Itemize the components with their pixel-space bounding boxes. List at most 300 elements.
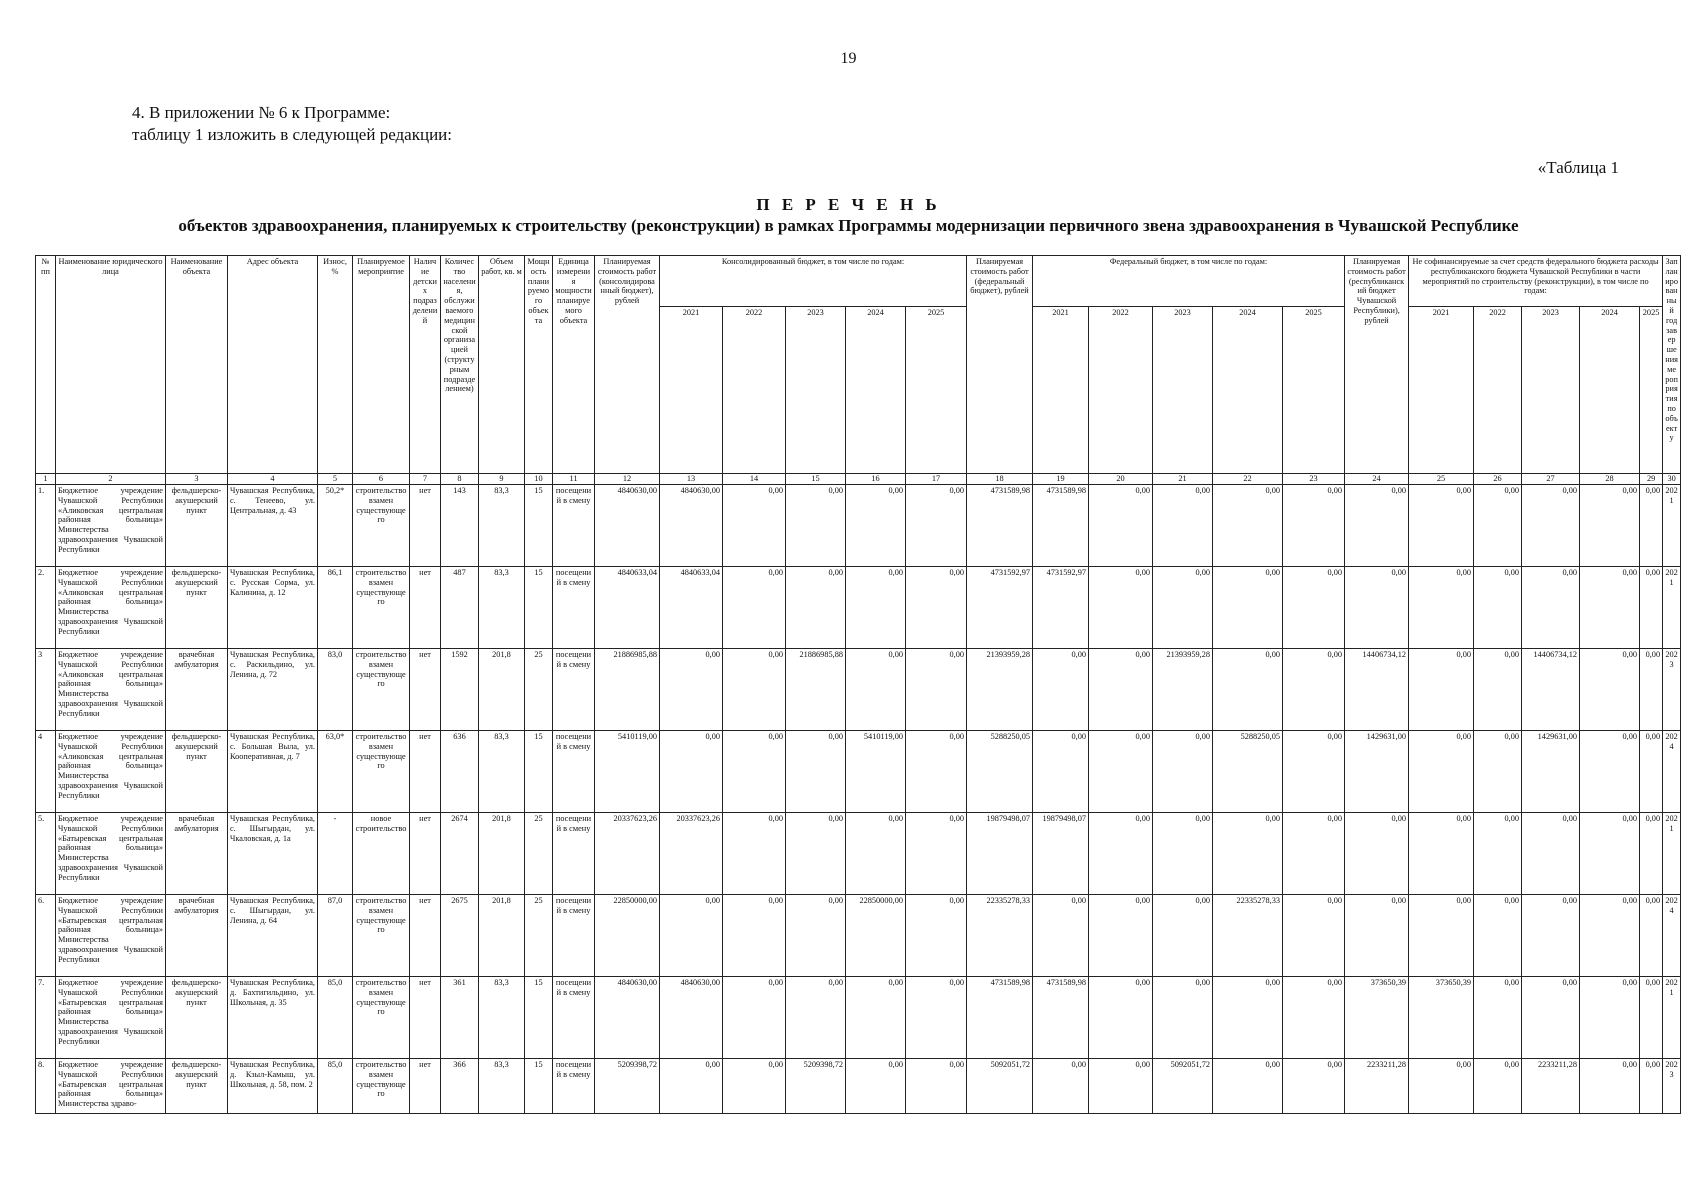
year-header: 2022 [1474, 307, 1522, 474]
cell-c19: 0,00 [1033, 1059, 1089, 1114]
cell-vol: 201,8 [479, 895, 525, 977]
cell-vol: 83,3 [479, 485, 525, 567]
cell-obj: фельдшерско-акушерский пункт [166, 977, 228, 1059]
cell-measure: строительство взамен существующего [353, 485, 410, 567]
cell-kids: нет [410, 649, 441, 731]
cell-org: Бюджетное учреждение Чувашской Республики «Аликовская центральная районная больница» Министерства здравоохранения Чувашской Республики [56, 731, 166, 813]
cell-c17: 0,00 [906, 567, 967, 649]
cell-org: Бюджетное учреждение Чувашской Республики «Аликовская центральная районная больница» Министерства здравоохранения Чувашской Республики [56, 485, 166, 567]
cell-c13: 0,00 [660, 731, 723, 813]
cell-c16: 22850000,00 [846, 895, 906, 977]
cell-n: 3 [36, 649, 56, 731]
cell-obj: врачебная амбулатория [166, 649, 228, 731]
cell-wear: 86,1 [318, 567, 353, 649]
cell-measure: строительство взамен существующего [353, 977, 410, 1059]
table-label: «Таблица 1 [1537, 158, 1619, 177]
cell-n: 2. [36, 567, 56, 649]
cell-unit: посещений в смену [553, 813, 595, 895]
cell-c27: 0,00 [1522, 813, 1580, 895]
cell-c28: 0,00 [1580, 485, 1640, 567]
cell-cap: 15 [525, 567, 553, 649]
column-number: 16 [846, 474, 906, 485]
cell-unit: посещений в смену [553, 567, 595, 649]
cell-c17: 0,00 [906, 485, 967, 567]
column-number: 30 [1663, 474, 1681, 485]
cell-n: 5. [36, 813, 56, 895]
cell-c19: 4731592,97 [1033, 567, 1089, 649]
column-number: 5 [318, 474, 353, 485]
cell-c27: 1429631,00 [1522, 731, 1580, 813]
cell-kids: нет [410, 731, 441, 813]
column-number: 18 [967, 474, 1033, 485]
cell-c20: 0,00 [1089, 813, 1153, 895]
column-number: 8 [441, 474, 479, 485]
header-col-5: Износ, % [318, 256, 353, 474]
cell-c16: 0,00 [846, 813, 906, 895]
cell-c17: 0,00 [906, 731, 967, 813]
column-number: 9 [479, 474, 525, 485]
cell-c15: 0,00 [786, 485, 846, 567]
cell-c28: 0,00 [1580, 567, 1640, 649]
cell-c26: 0,00 [1474, 649, 1522, 731]
cell-c16: 0,00 [846, 649, 906, 731]
cell-c12: 21886985,88 [595, 649, 660, 731]
year-header: 2023 [1522, 307, 1580, 474]
intro-line-2: таблицу 1 изложить в следующей редакции: [132, 125, 452, 144]
cell-c18: 19879498,07 [967, 813, 1033, 895]
cell-addr: Чувашская Республика, с. Шыгырдан, ул. Ленина, д. 64 [228, 895, 318, 977]
column-number: 29 [1640, 474, 1663, 485]
cell-c23: 0,00 [1283, 649, 1345, 731]
cell-pop: 487 [441, 567, 479, 649]
cell-c18: 21393959,28 [967, 649, 1033, 731]
year-header: 2024 [1213, 307, 1283, 474]
header-consolidated-budget: Консолидированный бюджет, в том числе по годам: [660, 256, 967, 307]
cell-addr: Чувашская Республика, с. Раскильдино, ул. Ленина, д. 72 [228, 649, 318, 731]
year-header: 2022 [723, 307, 786, 474]
cell-wear: 87,0 [318, 895, 353, 977]
cell-c19: 4731589,98 [1033, 485, 1089, 567]
cell-measure: строительство взамен существующего [353, 567, 410, 649]
column-number: 12 [595, 474, 660, 485]
objects-table [35, 255, 1697, 1114]
cell-vol: 83,3 [479, 567, 525, 649]
header-col-10: Мощность планируемого объекта [525, 256, 553, 474]
year-header: 2025 [906, 307, 967, 474]
cell-c21: 0,00 [1153, 485, 1213, 567]
cell-c21: 21393959,28 [1153, 649, 1213, 731]
year-header: 2023 [1153, 307, 1213, 474]
cell-kids: нет [410, 1059, 441, 1114]
cell-c25: 0,00 [1409, 567, 1474, 649]
cell-c26: 0,00 [1474, 485, 1522, 567]
table-row [36, 649, 1697, 731]
column-number: 1 [36, 474, 56, 485]
cell-c20: 0,00 [1089, 1059, 1153, 1114]
column-number: 11 [553, 474, 595, 485]
cell-c29: 0,00 [1640, 649, 1663, 731]
year-header: 2024 [1580, 307, 1640, 474]
cell-c29: 0,00 [1640, 813, 1663, 895]
intro-line-1: 4. В приложении № 6 к Программе: [132, 103, 391, 122]
cell-n: 4 [36, 731, 56, 813]
cell-c24: 14406734,12 [1345, 649, 1409, 731]
cell-c30: 2021 [1663, 485, 1681, 567]
table-row [36, 977, 1697, 1059]
cell-c12: 5209398,72 [595, 1059, 660, 1114]
cell-c13: 4840630,00 [660, 485, 723, 567]
cell-c28: 0,00 [1580, 1059, 1640, 1114]
cell-c20: 0,00 [1089, 485, 1153, 567]
cell-c14: 0,00 [723, 485, 786, 567]
table-row [36, 813, 1697, 895]
cell-pop: 636 [441, 731, 479, 813]
cell-c22: 0,00 [1213, 567, 1283, 649]
page-number: 19 [840, 50, 857, 67]
cell-c15: 0,00 [786, 731, 846, 813]
cell-cap: 25 [525, 813, 553, 895]
cell-c12: 22850000,00 [595, 895, 660, 977]
cell-c20: 0,00 [1089, 649, 1153, 731]
cell-kids: нет [410, 485, 441, 567]
column-number: 6 [353, 474, 410, 485]
cell-c24: 0,00 [1345, 813, 1409, 895]
table-row [36, 567, 1697, 649]
cell-kids: нет [410, 977, 441, 1059]
cell-c19: 0,00 [1033, 731, 1089, 813]
cell-n: 7. [36, 977, 56, 1059]
cell-c15: 0,00 [786, 895, 846, 977]
cell-pop: 2674 [441, 813, 479, 895]
cell-c17: 0,00 [906, 977, 967, 1059]
cell-c23: 0,00 [1283, 813, 1345, 895]
cell-cap: 15 [525, 977, 553, 1059]
cell-c29: 0,00 [1640, 485, 1663, 567]
column-number: 4 [228, 474, 318, 485]
cell-c25: 373650,39 [1409, 977, 1474, 1059]
column-number: 19 [1033, 474, 1089, 485]
cell-c29: 0,00 [1640, 731, 1663, 813]
cell-c23: 0,00 [1283, 731, 1345, 813]
column-number: 26 [1474, 474, 1522, 485]
cell-c12: 5410119,00 [595, 731, 660, 813]
cell-c18: 5288250,05 [967, 731, 1033, 813]
cell-org: Бюджетное учреждение Чувашской Республики «Батыревская центральная районная больница» Министерства здравоохранения Чувашской Республики [56, 977, 166, 1059]
cell-c19: 19879498,07 [1033, 813, 1089, 895]
cell-c24: 2233211,28 [1345, 1059, 1409, 1114]
cell-c27: 0,00 [1522, 895, 1580, 977]
cell-c17: 0,00 [906, 813, 967, 895]
cell-cap: 15 [525, 731, 553, 813]
cell-c24: 373650,39 [1345, 977, 1409, 1059]
cell-c30: 2021 [1663, 567, 1681, 649]
column-number: 2 [56, 474, 166, 485]
cell-c18: 4731592,97 [967, 567, 1033, 649]
cell-c26: 0,00 [1474, 731, 1522, 813]
cell-cap: 25 [525, 649, 553, 731]
cell-pop: 2675 [441, 895, 479, 977]
cell-c26: 0,00 [1474, 1059, 1522, 1114]
cell-c16: 0,00 [846, 567, 906, 649]
cell-measure: новое строительство [353, 813, 410, 895]
cell-c20: 0,00 [1089, 567, 1153, 649]
cell-c29: 0,00 [1640, 1059, 1663, 1114]
cell-vol: 201,8 [479, 813, 525, 895]
cell-c30: 2021 [1663, 977, 1681, 1059]
column-number-row [36, 474, 1697, 485]
cell-c14: 0,00 [723, 731, 786, 813]
cell-cap: 25 [525, 895, 553, 977]
cell-pop: 1592 [441, 649, 479, 731]
cell-pop: 366 [441, 1059, 479, 1114]
cell-obj: фельдшерско-акушерский пункт [166, 1059, 228, 1114]
header-republic-budget: Не софинансируемые за счет средств федерального бюджета расходы республиканского бюджета Чувашской Республики в части мероприятий по строительству (реконструкции), в том числе по годам: [1409, 256, 1663, 307]
cell-c15: 0,00 [786, 567, 846, 649]
column-number: 23 [1283, 474, 1345, 485]
cell-c18: 22335278,33 [967, 895, 1033, 977]
year-header: 2025 [1640, 307, 1663, 474]
cell-org: Бюджетное учреждение Чувашской Республики «Батыревская центральная районная больница» Министерства здраво- [56, 1059, 166, 1114]
header-col-8: Количество населения, обслуживаемого медицинской организацией (структурным подразделением) [441, 256, 479, 474]
cell-org: Бюджетное учреждение Чувашской Республики «Батыревская центральная районная больница» Министерства здравоохранения Чувашской Республики [56, 813, 166, 895]
cell-c21: 0,00 [1153, 567, 1213, 649]
cell-c16: 0,00 [846, 1059, 906, 1114]
cell-c30: 2024 [1663, 895, 1681, 977]
cell-c22: 0,00 [1213, 1059, 1283, 1114]
cell-obj: фельдшерско-акушерский пункт [166, 567, 228, 649]
cell-c30: 2023 [1663, 1059, 1681, 1114]
cell-c17: 0,00 [906, 895, 967, 977]
header-col-2: Наименование юридического лица [56, 256, 166, 474]
cell-obj: врачебная амбулатория [166, 813, 228, 895]
cell-unit: посещений в смену [553, 731, 595, 813]
cell-c24: 0,00 [1345, 895, 1409, 977]
cell-pop: 143 [441, 485, 479, 567]
header-col-24: Планируемая стоимость работ (республиканский бюджет Чувашской Республики), рублей [1345, 256, 1409, 474]
cell-c27: 0,00 [1522, 977, 1580, 1059]
cell-obj: врачебная амбулатория [166, 895, 228, 977]
cell-addr: Чувашская Республика, с. Большая Выла, ул. Кооперативная, д. 7 [228, 731, 318, 813]
cell-c27: 2233211,28 [1522, 1059, 1580, 1114]
column-number: 20 [1089, 474, 1153, 485]
cell-c26: 0,00 [1474, 977, 1522, 1059]
column-number: 13 [660, 474, 723, 485]
cell-c21: 0,00 [1153, 977, 1213, 1059]
cell-vol: 83,3 [479, 977, 525, 1059]
cell-c20: 0,00 [1089, 731, 1153, 813]
header-col-4: Адрес объекта [228, 256, 318, 474]
cell-c14: 0,00 [723, 895, 786, 977]
column-number: 15 [786, 474, 846, 485]
cell-c12: 20337623,26 [595, 813, 660, 895]
cell-c15: 21886985,88 [786, 649, 846, 731]
intro-text [132, 102, 452, 146]
cell-c28: 0,00 [1580, 895, 1640, 977]
cell-c13: 4840630,00 [660, 977, 723, 1059]
cell-n: 8. [36, 1059, 56, 1114]
cell-c23: 0,00 [1283, 1059, 1345, 1114]
cell-c13: 20337623,26 [660, 813, 723, 895]
cell-c22: 0,00 [1213, 649, 1283, 731]
header-col-6: Планируемое мероприятие [353, 256, 410, 474]
year-header: 2021 [660, 307, 723, 474]
cell-c23: 0,00 [1283, 485, 1345, 567]
cell-unit: посещений в смену [553, 485, 595, 567]
cell-wear: 85,0 [318, 977, 353, 1059]
cell-c22: 0,00 [1213, 813, 1283, 895]
cell-c16: 0,00 [846, 485, 906, 567]
cell-c23: 0,00 [1283, 895, 1345, 977]
cell-c30: 2024 [1663, 731, 1681, 813]
header-row-top [36, 256, 1697, 307]
cell-c19: 4731589,98 [1033, 977, 1089, 1059]
cell-addr: Чувашская Республика, с. Шыгырдан, ул. Чкаловская, д. 1а [228, 813, 318, 895]
cell-c20: 0,00 [1089, 977, 1153, 1059]
column-number: 24 [1345, 474, 1409, 485]
cell-c17: 0,00 [906, 649, 967, 731]
cell-c26: 0,00 [1474, 813, 1522, 895]
cell-c22: 0,00 [1213, 485, 1283, 567]
cell-c14: 0,00 [723, 1059, 786, 1114]
header-col-18: Планируемая стоимость работ (федеральный бюджет), рублей [967, 256, 1033, 474]
cell-c22: 5288250,05 [1213, 731, 1283, 813]
cell-c14: 0,00 [723, 813, 786, 895]
cell-wear: 50,2* [318, 485, 353, 567]
column-number: 14 [723, 474, 786, 485]
document-heading: П Е Р Е Ч Е Н Ь [756, 195, 941, 214]
cell-addr: Чувашская Республика, с. Тенеево, ул. Центральная, д. 43 [228, 485, 318, 567]
cell-c12: 4840630,00 [595, 485, 660, 567]
cell-measure: строительство взамен существующего [353, 649, 410, 731]
cell-c19: 0,00 [1033, 649, 1089, 731]
column-number: 10 [525, 474, 553, 485]
cell-c12: 4840633,04 [595, 567, 660, 649]
year-header: 2023 [786, 307, 846, 474]
cell-c26: 0,00 [1474, 895, 1522, 977]
cell-addr: Чувашская Республика, д. Кзыл-Камыш, ул. Школьная, д. 58, пом. 2 [228, 1059, 318, 1114]
cell-pop: 361 [441, 977, 479, 1059]
cell-c25: 0,00 [1409, 1059, 1474, 1114]
cell-c23: 0,00 [1283, 567, 1345, 649]
cell-c27: 14406734,12 [1522, 649, 1580, 731]
cell-c29: 0,00 [1640, 977, 1663, 1059]
cell-c29: 0,00 [1640, 567, 1663, 649]
cell-obj: фельдшерско-акушерский пункт [166, 485, 228, 567]
cell-cap: 15 [525, 485, 553, 567]
cell-unit: посещений в смену [553, 1059, 595, 1114]
cell-c26: 0,00 [1474, 567, 1522, 649]
cell-c28: 0,00 [1580, 649, 1640, 731]
cell-c27: 0,00 [1522, 485, 1580, 567]
header-col-3: Наименование объекта [166, 256, 228, 474]
cell-c30: 2023 [1663, 649, 1681, 731]
cell-vol: 83,3 [479, 1059, 525, 1114]
cell-c13: 4840633,04 [660, 567, 723, 649]
cell-wear: 83,0 [318, 649, 353, 731]
cell-kids: нет [410, 895, 441, 977]
cell-c12: 4840630,00 [595, 977, 660, 1059]
document-subheading: объектов здравоохранения, планируемых к строительству (реконструкции) в рамках Программы модернизации первичного звена здравоохранения в Чувашской Республике [178, 216, 1519, 235]
cell-c15: 5209398,72 [786, 1059, 846, 1114]
column-number: 7 [410, 474, 441, 485]
cell-c24: 0,00 [1345, 485, 1409, 567]
cell-unit: посещений в смену [553, 895, 595, 977]
table-body [36, 485, 1697, 1114]
header-col-7: Наличие детских подразделений [410, 256, 441, 474]
header-federal-budget: Федеральный бюджет, в том числе по годам: [1033, 256, 1345, 307]
cell-measure: строительство взамен существующего [353, 1059, 410, 1114]
cell-org: Бюджетное учреждение Чувашской Республики «Аликовская центральная районная больница» Министерства здравоохранения Чувашской Республики [56, 567, 166, 649]
table-row [36, 895, 1697, 977]
year-header: 2024 [846, 307, 906, 474]
cell-measure: строительство взамен существующего [353, 895, 410, 977]
cell-c22: 0,00 [1213, 977, 1283, 1059]
cell-c24: 1429631,00 [1345, 731, 1409, 813]
cell-kids: нет [410, 567, 441, 649]
column-number: 21 [1153, 474, 1213, 485]
cell-cap: 15 [525, 1059, 553, 1114]
year-header: 2021 [1033, 307, 1089, 474]
cell-vol: 83,3 [479, 731, 525, 813]
cell-unit: посещений в смену [553, 649, 595, 731]
cell-obj: фельдшерско-акушерский пункт [166, 731, 228, 813]
header-col-30: Запланированный год завершения мероприятия по объекту [1663, 256, 1681, 474]
cell-c25: 0,00 [1409, 649, 1474, 731]
cell-c28: 0,00 [1580, 977, 1640, 1059]
cell-measure: строительство взамен существующего [353, 731, 410, 813]
cell-c21: 0,00 [1153, 731, 1213, 813]
cell-c18: 4731589,98 [967, 485, 1033, 567]
column-number: 27 [1522, 474, 1580, 485]
year-header: 2022 [1089, 307, 1153, 474]
cell-c25: 0,00 [1409, 485, 1474, 567]
cell-c28: 0,00 [1580, 813, 1640, 895]
cell-c25: 0,00 [1409, 813, 1474, 895]
header-col-1: № пп [36, 256, 56, 474]
cell-wear: 63,0* [318, 731, 353, 813]
cell-addr: Чувашская Республика, д. Бахтигильдино, ул. Школьная, д. 35 [228, 977, 318, 1059]
column-number: 22 [1213, 474, 1283, 485]
cell-c21: 5092051,72 [1153, 1059, 1213, 1114]
column-number: 28 [1580, 474, 1640, 485]
cell-c19: 0,00 [1033, 895, 1089, 977]
table-row [36, 485, 1697, 567]
cell-wear: 85,0 [318, 1059, 353, 1114]
cell-c13: 0,00 [660, 895, 723, 977]
cell-vol: 201,8 [479, 649, 525, 731]
cell-c27: 0,00 [1522, 567, 1580, 649]
cell-n: 1. [36, 485, 56, 567]
table-row [36, 1059, 1697, 1114]
cell-c28: 0,00 [1580, 731, 1640, 813]
year-header: 2021 [1409, 307, 1474, 474]
cell-c21: 0,00 [1153, 895, 1213, 977]
table-row [36, 731, 1697, 813]
cell-c20: 0,00 [1089, 895, 1153, 977]
cell-kids: нет [410, 813, 441, 895]
cell-c18: 4731589,98 [967, 977, 1033, 1059]
cell-c14: 0,00 [723, 977, 786, 1059]
cell-org: Бюджетное учреждение Чувашской Республики «Аликовская центральная районная больница» Министерства здравоохранения Чувашской Республики [56, 649, 166, 731]
cell-n: 6. [36, 895, 56, 977]
cell-c14: 0,00 [723, 649, 786, 731]
cell-unit: посещений в смену [553, 977, 595, 1059]
header-col-9: Объем работ, кв. м [479, 256, 525, 474]
cell-addr: Чувашская Республика, с. Русская Сорма, ул. Калинина, д. 12 [228, 567, 318, 649]
header-col-11: Единица измерения мощности планируемого объекта [553, 256, 595, 474]
cell-c15: 0,00 [786, 977, 846, 1059]
cell-c13: 0,00 [660, 1059, 723, 1114]
